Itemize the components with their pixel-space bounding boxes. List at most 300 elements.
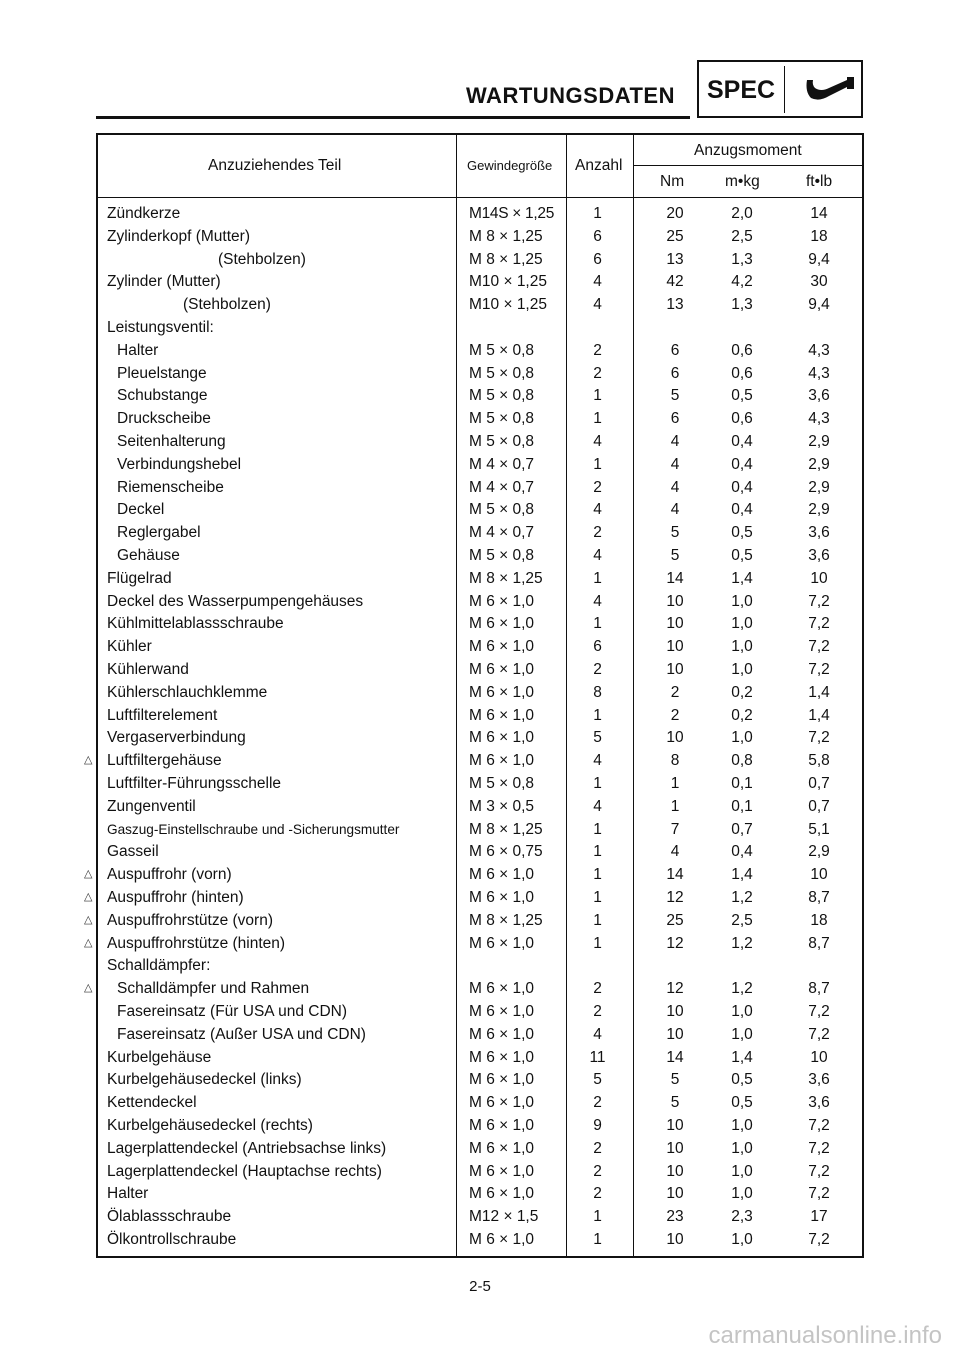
cell-nm: 13 [666,250,684,268]
cell-mkg: 1,0 [731,729,753,747]
cell-qty: 2 [593,524,602,542]
cell-nm: 5 [670,547,680,564]
cell-nm: 25 [666,227,684,245]
cell-qty: 4 [593,547,602,564]
cell-qty: 1 [593,615,602,633]
cell-qty: 2 [593,364,602,382]
cell-mkg: 0,1 [731,775,753,792]
cell-ftlb: 10 [810,866,828,884]
table-row [0,590,960,613]
cell-nm: 4 [670,501,680,519]
cell-qty: 2 [593,661,602,678]
cell-ftlb: 2,9 [808,501,830,519]
cell-part: Halter [107,1185,149,1203]
cell-mkg: 0,5 [731,1071,753,1089]
cell-mkg: 1,0 [731,615,753,633]
cell-qty: 1 [593,866,602,884]
cell-qty: 2 [593,478,602,496]
table-row [0,1160,960,1183]
cell-part: Lagerplattendeckel (Antriebsachse links) [107,1139,387,1157]
cell-mkg: 0,4 [731,455,753,473]
cell-nm: 12 [666,889,684,906]
cell-part: Kühlerwand [107,661,189,678]
cell-nm: 10 [666,661,684,678]
cell-mkg: 1,0 [731,1003,753,1020]
torque-subheader-rule [634,165,862,166]
cell-mkg: 0,6 [731,364,753,382]
table-row [0,202,960,225]
cell-qty: 1 [593,911,602,929]
table-row [0,681,960,704]
cell-part: Kurbelgehäusedeckel (links) [107,1071,302,1089]
cell-ftlb: 3,6 [808,387,830,405]
table-row [0,567,960,590]
cell-ftlb: 8,7 [808,980,830,998]
cell-mkg: 1,3 [731,296,753,314]
spec-divider [784,66,785,113]
cell-part: Fasereinsatz (Außer USA und CDN) [117,1025,366,1043]
table-row [0,772,960,795]
cell-mkg: 1,2 [731,980,753,998]
cell-mkg: 4,2 [731,273,753,291]
cell-ftlb: 2,9 [808,433,830,450]
cell-mkg: 0,2 [731,706,753,724]
cell-mkg: 0,4 [731,501,753,519]
cell-nm: 10 [666,1139,684,1157]
cell-qty: 2 [593,1094,602,1112]
cell-part: Schalldämpfer: [107,957,211,975]
cell-thread: M 8 × 1,25 [469,227,543,245]
cell-nm: 6 [670,364,680,382]
header-rule [97,197,862,198]
cell-thread: M 6 × 1,0 [469,934,535,952]
cell-mkg: 0,8 [731,752,753,770]
cell-part: Schalldämpfer und Rahmen [117,980,310,998]
cell-thread: M14S × 1,25 [469,205,555,222]
cell-nm: 14 [666,569,684,587]
cell-nm: 25 [666,911,684,929]
table-row [0,795,960,818]
table-row [0,1205,960,1228]
header-thread: Gewindegröße [467,158,553,173]
table-row [0,1114,960,1137]
table-row [0,384,960,407]
cell-qty: 1 [593,934,602,952]
cell-nm: 10 [666,638,684,656]
cell-thread: M 6 × 1,0 [469,1025,535,1043]
cell-thread: M 6 × 1,0 [469,638,535,656]
cell-qty: 1 [593,1231,602,1248]
cell-qty: 4 [593,1025,602,1043]
cell-nm: 6 [670,410,680,428]
cell-mkg: 1,0 [731,1231,753,1248]
cell-mkg: 0,5 [731,1094,753,1112]
cell-nm: 5 [670,524,680,542]
cell-qty: 5 [593,1071,602,1089]
table-row [0,1068,960,1091]
cell-part: Pleuelstange [117,364,207,382]
cell-thread: M 8 × 1,25 [469,820,543,838]
cell-qty: 1 [593,1208,602,1226]
cell-nm: 2 [670,706,680,724]
cell-mkg: 0,1 [731,797,753,815]
header-nm: Nm [660,173,685,190]
table-row [0,476,960,499]
cell-qty: 4 [593,501,602,519]
cell-mkg: 1,2 [731,934,753,952]
cell-thread: M 8 × 1,25 [469,569,543,587]
cell-mkg: 0,7 [731,820,753,838]
cell-mkg: 2,5 [731,911,753,929]
cell-mkg: 1,0 [731,1025,753,1043]
cell-qty: 4 [593,273,602,291]
page-number: 2-5 [469,1278,491,1295]
cell-thread: M 5 × 0,8 [469,410,535,428]
cell-ftlb: 7,2 [808,1025,830,1043]
cell-mkg: 1,0 [731,592,753,610]
cell-nm: 42 [666,273,684,291]
cell-ftlb: 10 [810,1048,828,1066]
cell-nm: 2 [670,683,680,701]
table-row [0,909,960,932]
cell-thread: M 6 × 1,0 [469,592,535,610]
cell-mkg: 0,5 [731,524,753,542]
cell-part: (Stehbolzen) [183,296,271,314]
cell-ftlb: 3,6 [808,1094,830,1112]
cell-ftlb: 7,2 [808,1003,830,1020]
cell-part: Kurbelgehäuse [107,1048,212,1066]
cell-part: Vergaserverbindung [107,729,246,747]
cell-mkg: 1,0 [731,638,753,656]
cell-ftlb: 5,8 [808,752,830,770]
cell-nm: 5 [670,387,680,405]
cell-thread: M 3 × 0,5 [469,797,535,815]
cell-nm: 10 [666,615,684,633]
cell-mkg: 2,3 [731,1208,753,1226]
cell-ftlb: 1,4 [808,706,830,724]
cell-qty: 2 [593,1185,602,1203]
cell-qty: 1 [593,455,602,473]
cell-nm: 10 [666,592,684,610]
cell-thread: M 6 × 1,0 [469,1048,535,1066]
cell-part: Gasseil [107,843,159,861]
cell-nm: 5 [670,1094,680,1112]
cell-thread: M 5 × 0,8 [469,547,535,564]
cell-part: Deckel [117,501,165,519]
cell-part: Ölkontrollschraube [107,1231,237,1248]
cell-ftlb: 7,2 [808,1185,830,1203]
cell-part: Kühlerschlauchklemme [107,683,268,701]
cell-nm: 10 [666,1117,684,1134]
note-triangle-icon: △ [84,982,93,995]
cell-ftlb: 2,9 [808,478,830,496]
cell-ftlb: 18 [810,911,828,929]
cell-thread: M 5 × 0,8 [469,775,535,792]
cell-mkg: 0,4 [731,843,753,861]
note-triangle-icon: △ [84,913,93,926]
cell-nm: 14 [666,866,684,884]
cell-qty: 6 [593,638,602,656]
cell-mkg: 1,4 [731,569,753,587]
cell-qty: 11 [589,1048,606,1066]
cell-mkg: 0,2 [731,683,753,701]
cell-mkg: 1,4 [731,866,753,884]
cell-ftlb: 18 [810,227,828,245]
cell-qty: 1 [593,820,602,838]
wrench-icon [803,74,855,106]
cell-part: Druckscheibe [117,410,211,428]
table-row [0,1091,960,1114]
cell-mkg: 1,0 [731,1117,753,1134]
cell-part: Zungenventil [107,797,196,815]
cell-ftlb: 9,4 [808,296,830,314]
cell-ftlb: 8,7 [808,934,830,952]
table-row [0,977,960,1000]
cell-qty: 2 [593,1003,602,1020]
table-row [0,704,960,727]
cell-part: Ölablassschraube [107,1208,232,1226]
table-row [0,932,960,955]
table-row [0,316,960,339]
cell-mkg: 2,5 [731,227,753,245]
cell-ftlb: 3,6 [808,1071,830,1089]
cell-nm: 10 [666,1025,684,1043]
cell-thread: M 6 × 1,0 [469,1231,535,1248]
cell-part: Gehäuse [117,547,180,564]
cell-part: Kühler [107,638,152,656]
header-part: Anzuziehendes Teil [208,157,342,174]
cell-part: Auspuffrohr (vorn) [107,866,232,884]
table-row [0,293,960,316]
cell-mkg: 1,2 [731,889,753,906]
table-row [0,612,960,635]
cell-thread: M 6 × 0,75 [469,843,543,861]
spec-label: SPEC [707,76,776,104]
cell-qty: 1 [593,387,602,405]
cell-nm: 12 [666,934,684,952]
title-rule [96,116,690,119]
cell-nm: 4 [670,843,680,861]
cell-part: Zylinder (Mutter) [107,273,221,291]
cell-thread: M 6 × 1,0 [469,1117,535,1134]
cell-ftlb: 10 [810,569,828,587]
cell-qty: 1 [593,843,602,861]
cell-qty: 4 [593,592,602,610]
cell-qty: 4 [593,752,602,770]
cell-part: Luftfilterelement [107,706,218,724]
cell-nm: 10 [666,729,684,747]
cell-part: Verbindungshebel [117,455,242,473]
note-triangle-icon: △ [84,868,93,881]
cell-part: Leistungsventil: [107,319,214,336]
cell-qty: 6 [593,250,602,268]
table-row [0,1000,960,1023]
cell-ftlb: 7,2 [808,1117,830,1134]
cell-qty: 1 [593,706,602,724]
table-row [0,635,960,658]
cell-thread: M 6 × 1,0 [469,1071,535,1089]
cell-nm: 23 [666,1208,684,1226]
cell-part: (Stehbolzen) [218,250,306,268]
cell-thread: M12 × 1,5 [469,1208,539,1226]
cell-ftlb: 2,9 [808,843,830,861]
cell-nm: 10 [666,1185,684,1203]
cell-qty: 2 [593,980,602,998]
cell-mkg: 2,0 [731,205,753,222]
cell-ftlb: 0,7 [808,775,830,792]
cell-qty: 2 [593,1162,602,1180]
table-row [0,1023,960,1046]
table-row [0,840,960,863]
cell-nm: 14 [666,1048,684,1066]
cell-qty: 4 [593,296,602,314]
cell-qty: 1 [593,205,602,222]
cell-part: Kettendeckel [107,1094,197,1112]
cell-nm: 4 [670,433,680,450]
cell-ftlb: 17 [810,1208,828,1226]
cell-nm: 12 [666,980,684,998]
cell-mkg: 0,4 [731,433,753,450]
cell-ftlb: 7,2 [808,1162,830,1180]
table-row [0,430,960,453]
cell-thread: M 4 × 0,7 [469,478,535,496]
cell-ftlb: 8,7 [808,889,830,906]
cell-thread: M 4 × 0,7 [469,455,535,473]
cell-part: Kühlmittelablassschraube [107,615,284,633]
table-row [0,270,960,293]
cell-part: Auspuffrohrstütze (hinten) [107,934,286,952]
cell-nm: 8 [670,752,680,770]
header-ftlb: ft•lb [806,173,833,190]
cell-nm: 5 [670,1071,680,1089]
cell-mkg: 0,5 [731,547,753,564]
cell-nm: 1 [670,797,680,815]
cell-part: Luftfiltergehäuse [107,752,222,770]
cell-nm: 7 [670,820,680,838]
cell-thread: M 6 × 1,0 [469,683,535,701]
cell-thread: M 6 × 1,0 [469,1094,535,1112]
cell-nm: 1 [670,775,680,792]
header-mkg: m•kg [725,173,760,190]
cell-nm: 20 [666,205,684,222]
cell-ftlb: 14 [810,205,828,222]
cell-ftlb: 7,2 [808,1231,830,1248]
table-row [0,954,960,977]
table-row [0,362,960,385]
cell-part: Zündkerze [107,205,181,222]
cell-qty: 1 [593,775,602,792]
cell-part: Seitenhalterung [117,433,226,450]
cell-nm: 10 [666,1231,684,1248]
cell-mkg: 0,4 [731,478,753,496]
table-row [0,521,960,544]
cell-thread: M 6 × 1,0 [469,729,535,747]
table-row [0,726,960,749]
cell-qty: 5 [593,729,602,747]
cell-nm: 4 [670,455,680,473]
table-row [0,407,960,430]
table-row [0,1137,960,1160]
cell-nm: 4 [670,478,680,496]
cell-ftlb: 4,3 [808,341,830,359]
cell-nm: 10 [666,1162,684,1180]
cell-ftlb: 4,3 [808,364,830,382]
cell-part: Fasereinsatz (Für USA und CDN) [117,1003,347,1020]
note-triangle-icon: △ [84,936,93,949]
cell-qty: 8 [593,683,602,701]
cell-ftlb: 0,7 [808,797,830,815]
cell-part: Luftfilter-Führungsschelle [107,775,282,792]
table-row [0,1228,960,1251]
cell-thread: M 8 × 1,25 [469,911,543,929]
cell-part: Halter [117,341,159,359]
cell-thread: M 6 × 1,0 [469,706,535,724]
cell-ftlb: 2,9 [808,455,830,473]
cell-thread: M10 × 1,25 [469,273,547,291]
cell-thread: M 6 × 1,0 [469,615,535,633]
table-row [0,453,960,476]
cell-part: Riemenscheibe [117,478,224,496]
cell-ftlb: 3,6 [808,547,830,564]
cell-part: Auspuffrohrstütze (vorn) [107,911,273,929]
cell-mkg: 1,0 [731,1185,753,1203]
cell-qty: 2 [593,1139,602,1157]
table-row [0,886,960,909]
cell-part: Auspuffrohr (hinten) [107,889,244,906]
cell-thread: M 6 × 1,0 [469,752,535,770]
cell-part: Flügelrad [107,569,172,587]
cell-thread: M 6 × 1,0 [469,1185,535,1203]
table-row [0,498,960,521]
table-row [0,1046,960,1069]
cell-ftlb: 7,2 [808,1139,830,1157]
cell-mkg: 1,0 [731,1139,753,1157]
table-row [0,658,960,681]
cell-qty: 2 [593,341,602,359]
cell-ftlb: 7,2 [808,661,830,678]
cell-qty: 6 [593,227,602,245]
cell-nm: 10 [666,1003,684,1020]
cell-ftlb: 7,2 [808,592,830,610]
cell-ftlb: 9,4 [808,250,830,268]
cell-part: Schubstange [117,387,208,405]
cell-qty: 1 [593,889,602,906]
cell-thread: M 8 × 1,25 [469,250,543,268]
cell-thread: M 4 × 0,7 [469,524,535,542]
cell-thread: M 5 × 0,8 [469,387,535,405]
cell-ftlb: 3,6 [808,524,830,542]
cell-ftlb: 4,3 [808,410,830,428]
cell-thread: M 6 × 1,0 [469,1162,535,1180]
cell-part: Kurbelgehäusedeckel (rechts) [107,1117,313,1134]
cell-thread: M 6 × 1,0 [469,661,535,678]
cell-part: Deckel des Wasserpumpengehäuses [107,592,364,610]
cell-ftlb: 30 [810,273,828,291]
cell-qty: 4 [593,797,602,815]
cell-part: Reglergabel [117,524,201,542]
cell-mkg: 1,0 [731,661,753,678]
cell-thread: M 6 × 1,0 [469,980,535,998]
watermark: carmanualsonline.info [708,1322,942,1349]
table-row [0,248,960,271]
table-row [0,544,960,567]
cell-mkg: 1,0 [731,1162,753,1180]
cell-qty: 9 [593,1117,602,1134]
cell-nm: 6 [670,341,680,359]
cell-ftlb: 5,1 [808,820,830,838]
cell-ftlb: 7,2 [808,638,830,656]
cell-part: Zylinderkopf (Mutter) [107,227,250,245]
